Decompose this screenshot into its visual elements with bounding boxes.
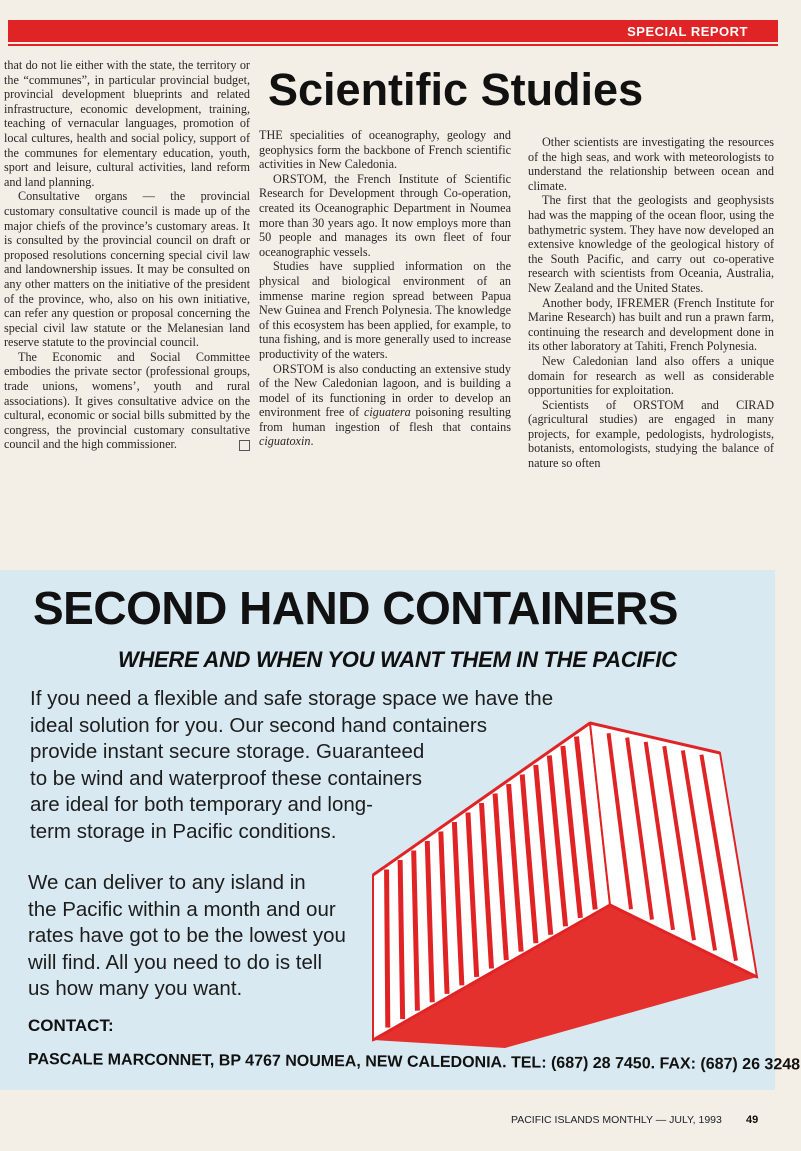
ad-text-line: rates have got to be the lowest you (28, 924, 346, 947)
paragraph: Other scientists are investigating the resources of the high seas, and work with meteorologists to understand the relationship between ocean and climate. (528, 135, 774, 193)
paragraph: Another body, IFREMER (French Institute for Marine Research) has built and run a prawn farm, continuing the research and development done in its other laboratory at Tahiti, French Polynesia. (528, 295, 774, 354)
ad-subheadline: WHERE AND WHEN YOU WANT THEM IN THE PACIFIC (118, 647, 677, 672)
article-column-3 (528, 135, 774, 541)
paragraph: Scientists of ORSTOM and CIRAD (agricultural studies) are engaged in many projects, for example, pedologists, hydrologists, botanists, entomologists, studying the balance of nature so often (528, 397, 774, 471)
paragraph-text: ORSTOM is also conducting an extensive study of the New Caledonian lagoon, and is building a model of its functioning in order to develop an environment free of (259, 361, 511, 420)
paragraph: THE specialities of oceanography, geology and geophysics form the backbone of French scientific activities in New Caledonia. (259, 128, 511, 172)
ad-text-line: are ideal for both temporary and long- (30, 793, 374, 816)
paragraph: The first that the geologists and geophysists had was the mapping of the ocean floor, using the bathymetric system. They have now developed an extensive knowledge of the geological history of the South Pacific, and carry out co-operative research with scientists from Oceania, Australia, New Zealand and the United States. (528, 193, 774, 295)
paragraph-text: poisoning resulting from human ingestion of flesh that contains (259, 405, 511, 434)
ad-text-line: If you need a flexible and safe storage space we have the (30, 687, 554, 710)
container-side-rib (387, 870, 388, 1028)
banner-rule (8, 44, 778, 46)
italic-term: ciguatera (364, 405, 411, 420)
ad-body-delivery (28, 870, 373, 1003)
article-title: Scientific Studies (268, 64, 644, 115)
ad-text-line: We can deliver to any island in (28, 871, 306, 894)
page-number: 49 (746, 1114, 759, 1126)
section-label: SPECIAL REPORT (627, 24, 748, 39)
article-column-2 (259, 128, 511, 540)
section-banner (8, 20, 778, 42)
article-column-1 (4, 58, 250, 543)
contact-details: PASCALE MARCONNET, BP 4767 NOUMEA, NEW CALEDONIA. TEL: (687) 28 7450. FAX: (687) 26 3248 (27, 1051, 801, 1074)
paragraph: ORSTOM, the French Institute of Scientific Research for Development through Co-operation, created its Oceanographic Department in Noumea more than 30 years ago. It now employs more than 50 people and manages its own fleet of four oceanographic vessels. (259, 171, 511, 259)
paragraph: Consultative organs — the provincial customary consultative council is made up of the major chiefs of the province’s customary areas. It is consulted by the provincial council on draft or proposed resolutions concerning special civil law and landownership issues. It may be consulted on any other matters on the initiative of the president of the province, who, also on his own initiative, can refer any question or proposal concerning the special civil law statute or the Melanesian land reserve statute to the provincial council. (4, 189, 250, 350)
ad-text-line: provide instant secure storage. Guaranteed (30, 740, 425, 763)
ad-text-line: ideal solution for you. Our second hand containers (30, 713, 487, 737)
ad-text-line: will find. All you need to do is tell (28, 950, 322, 974)
paragraph (4, 350, 250, 452)
ad-text-line: to be wind and waterproof these containers (30, 766, 423, 790)
paragraph-text: . (310, 434, 314, 449)
publication-credit: PACIFIC ISLANDS MONTHLY — JULY, 1993 (511, 1114, 722, 1126)
end-mark-icon (239, 440, 250, 451)
container-side-rib (400, 860, 403, 1019)
paragraph (259, 362, 511, 450)
ad-text-line: us how many you want. (28, 977, 243, 1000)
paragraph: Studies have supplied information on the physical and biological environment of an immense marine region spread between Papua New Guinea and French Polynesia. The knowledge of this ecosystem has been applied, for example, to tuna fishing, and is more generally used to increase productivity of the waters. (259, 259, 511, 361)
ad-text-line: the Pacific within a month and our (28, 897, 336, 921)
paragraph: New Caledonian land also offers a unique domain for research as well as considerable opportunities for exploitation. (528, 353, 774, 398)
ad-text-line: term storage in Pacific conditions. (30, 819, 337, 843)
paragraph-text: The Economic and Social Committee embodies the private sector (professional groups, trade unions, womens’, youth and rural associations). It gives consultative advice on the cultural, economic or social bills submitted by the congress, the provincial customary consultative council and the high commissioner. (4, 349, 250, 452)
contact-label: CONTACT: (28, 1016, 114, 1035)
italic-term: ciguatoxin (259, 434, 311, 449)
ad-headline: SECOND HAND CONTAINERS (33, 582, 678, 634)
shipping-container-illustration (365, 715, 765, 1050)
paragraph: that do not lie either with the state, the territory or the “communes”, in particular provincial budget, provincial development blueprints and related infrastructure, economic development, training, teaching of vernacular languages, promotion of local cultures, health and social policy, support of the communes for elementary education, youth, sport and leisure, cultural activities, land reform and land planning. (4, 58, 250, 189)
